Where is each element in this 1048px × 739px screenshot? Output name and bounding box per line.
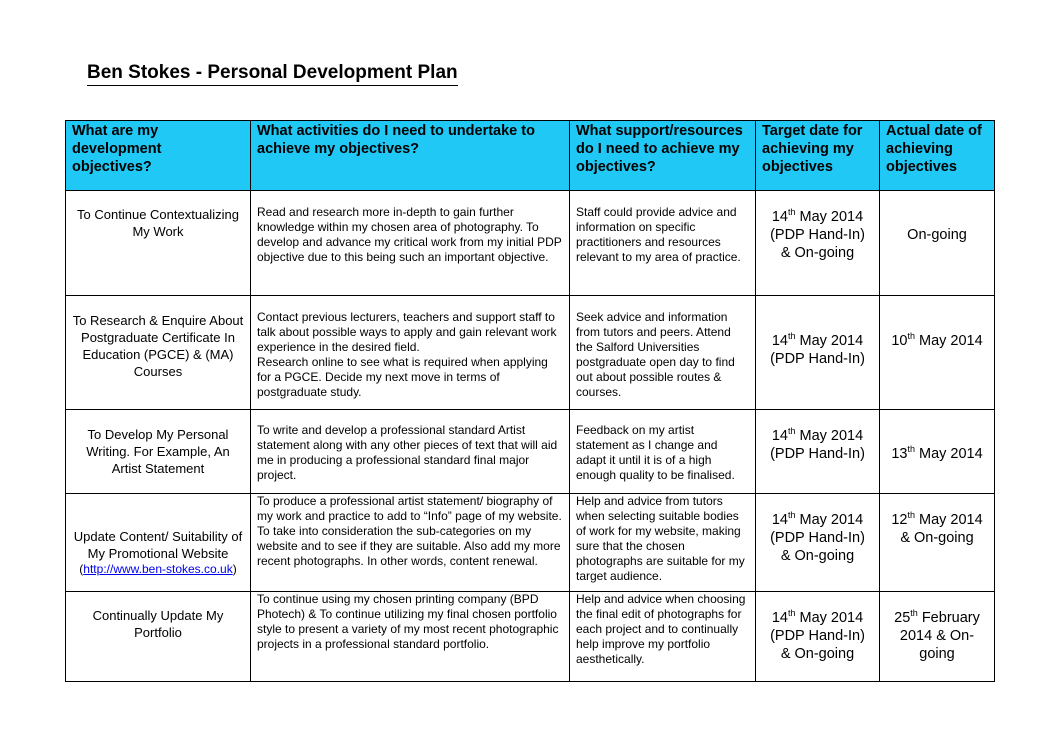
activities-text: Read and research more in-depth to gain further knowledge within my chosen area of photography. To develop and advance my critical work from my initial PDP objective due to this being such an important objective. <box>257 205 562 264</box>
actual-date-cell <box>880 494 995 592</box>
target-date-day: 14 <box>771 512 788 528</box>
support-cell <box>570 296 756 410</box>
table-row <box>66 494 995 592</box>
website-link[interactable]: http://www.ben-stokes.co.uk <box>83 562 233 576</box>
header-activities: What activities do I need to undertake to achieve my objectives? <box>251 121 570 191</box>
target-date-day: 14 <box>771 209 788 225</box>
target-date-suffix: th <box>787 426 796 437</box>
target-date-extra: (PDP Hand-In) <box>770 227 865 243</box>
table-row <box>66 296 995 410</box>
target-date-extra: (PDP Hand-In) <box>770 628 865 644</box>
actual-date-suffix: th <box>910 608 918 619</box>
activities-text: To produce a professional artist statement/ biography of my work and practice to add to “Info” page of my website. To take into consideration the sub-categories on my website and to see if they are suitable. Also add my more recent photographs. In other words, content renewal. <box>257 494 562 568</box>
target-date-extra: (PDP Hand-In) <box>770 446 865 462</box>
objective-cell <box>66 592 251 682</box>
target-date-suffix: th <box>787 510 796 521</box>
objective-text: Update Content/ Suitability of My Promotional Website <box>73 529 243 561</box>
target-date-suffix: th <box>787 331 796 342</box>
target-date-cell <box>756 296 880 410</box>
actual-date-day: 10 <box>891 333 908 349</box>
objective-cell <box>66 191 251 296</box>
table-row <box>66 410 995 494</box>
objective-text: To Develop My Personal Writing. For Example, An Artist Statement <box>86 427 230 476</box>
header-target-date: Target date for achieving my objectives <box>756 121 880 191</box>
target-date-rest: May 2014 <box>799 428 864 444</box>
activities-cell <box>251 592 570 682</box>
objective-text: To Research & Enquire About Postgraduate Certificate In Education (PGCE) & (MA) Courses <box>72 313 244 379</box>
target-date-extra: & On-going <box>780 548 855 564</box>
target-date-day: 14 <box>771 610 788 626</box>
page-title: Ben Stokes - Personal Development Plan <box>87 62 458 86</box>
actual-date-rest: May 2014 <box>919 333 983 349</box>
target-date-day: 14 <box>771 333 788 349</box>
actual-date-day: 13 <box>891 446 908 462</box>
activities-text: Research online to see what is required when applying for a PGCE. Decide my next move in terms of postgraduate study. <box>257 355 548 399</box>
support-text: Seek advice and information from tutors and peers. Attend the Salford Universities postgraduate open day to find out about possible routes & courses. <box>576 310 735 399</box>
actual-date-cell <box>880 191 995 296</box>
activities-cell <box>251 191 570 296</box>
target-date-rest: May 2014 <box>799 333 864 349</box>
header-objectives: What are my development objectives? <box>66 121 251 191</box>
actual-date-suffix: th <box>907 444 915 455</box>
actual-date-suffix: th <box>907 331 915 342</box>
support-cell <box>570 592 756 682</box>
support-cell <box>570 410 756 494</box>
target-date-extra: & On-going <box>780 245 855 261</box>
target-date-cell <box>756 494 880 592</box>
table-row <box>66 592 995 682</box>
target-date-cell <box>756 191 880 296</box>
activities-text: To continue using my chosen printing company (BPD Photech) & To continue utilizing my final chosen portfolio style to present a variety of my most recent photographic projects in a professional standard portfolio. <box>257 592 559 651</box>
objective-text: Continually Update My Portfolio <box>92 608 224 640</box>
target-date-rest: May 2014 <box>799 209 864 225</box>
target-date-extra: (PDP Hand-In) <box>770 530 865 546</box>
target-date-rest: May 2014 <box>799 610 864 626</box>
support-text: Help and advice from tutors when selecting suitable bodies of work for my website, making sure that the chosen photographs are suitable for my target audience. <box>576 494 745 583</box>
actual-date-rest: May 2014 <box>919 446 983 462</box>
header-actual-date: Actual date of achieving objectives <box>880 121 995 191</box>
target-date-extra: (PDP Hand-In) <box>770 351 865 367</box>
target-date-suffix: th <box>787 608 796 619</box>
support-cell <box>570 494 756 592</box>
link-paren-close: ) <box>232 562 237 576</box>
support-text: Feedback on my artist statement as I change and adapt it until it is of a high enough quality to be finalised. <box>576 423 735 482</box>
activities-text: To write and develop a professional standard Artist statement along with any other pieces of text that will aid me in producing a professional standard final major project. <box>257 423 558 482</box>
actual-date-suffix: th <box>907 510 915 521</box>
actual-date-day: 25 <box>894 610 911 626</box>
actual-date-text: On-going <box>907 227 967 243</box>
actual-date-rest: February 2014 & On-going <box>899 610 980 662</box>
header-support: What support/resources do I need to achieve my objectives? <box>570 121 756 191</box>
target-date-day: 14 <box>771 428 788 444</box>
target-date-rest: May 2014 <box>799 512 864 528</box>
target-date-cell <box>756 592 880 682</box>
target-date-cell <box>756 410 880 494</box>
support-cell <box>570 191 756 296</box>
header-row <box>66 121 995 191</box>
actual-date-extra: & On-going <box>900 530 974 546</box>
objective-text: To Continue Contextualizing My Work <box>77 207 239 239</box>
actual-date-cell <box>880 296 995 410</box>
activities-cell <box>251 494 570 592</box>
link-paren-open: ( <box>79 562 84 576</box>
table-row <box>66 191 995 296</box>
activities-cell <box>251 296 570 410</box>
actual-date-cell <box>880 592 995 682</box>
development-plan-table <box>65 120 995 682</box>
objective-cell <box>66 494 251 592</box>
support-text: Help and advice when choosing the final edit of photographs for each project and to continually help improve my portfolio aesthetically. <box>576 592 746 666</box>
target-date-extra: & On-going <box>780 646 855 662</box>
objective-cell <box>66 296 251 410</box>
support-text: Staff could provide advice and information on specific practitioners and resources relevant to my area of practice. <box>576 205 741 264</box>
activities-cell <box>251 410 570 494</box>
target-date-suffix: th <box>787 207 796 218</box>
actual-date-rest: May 2014 <box>919 512 983 528</box>
objective-cell <box>66 410 251 494</box>
actual-date-day: 12 <box>891 512 908 528</box>
actual-date-cell <box>880 410 995 494</box>
activities-text: Contact previous lecturers, teachers and support staff to talk about possible ways to apply and gain relevant work experience in the desired field. <box>257 310 557 354</box>
